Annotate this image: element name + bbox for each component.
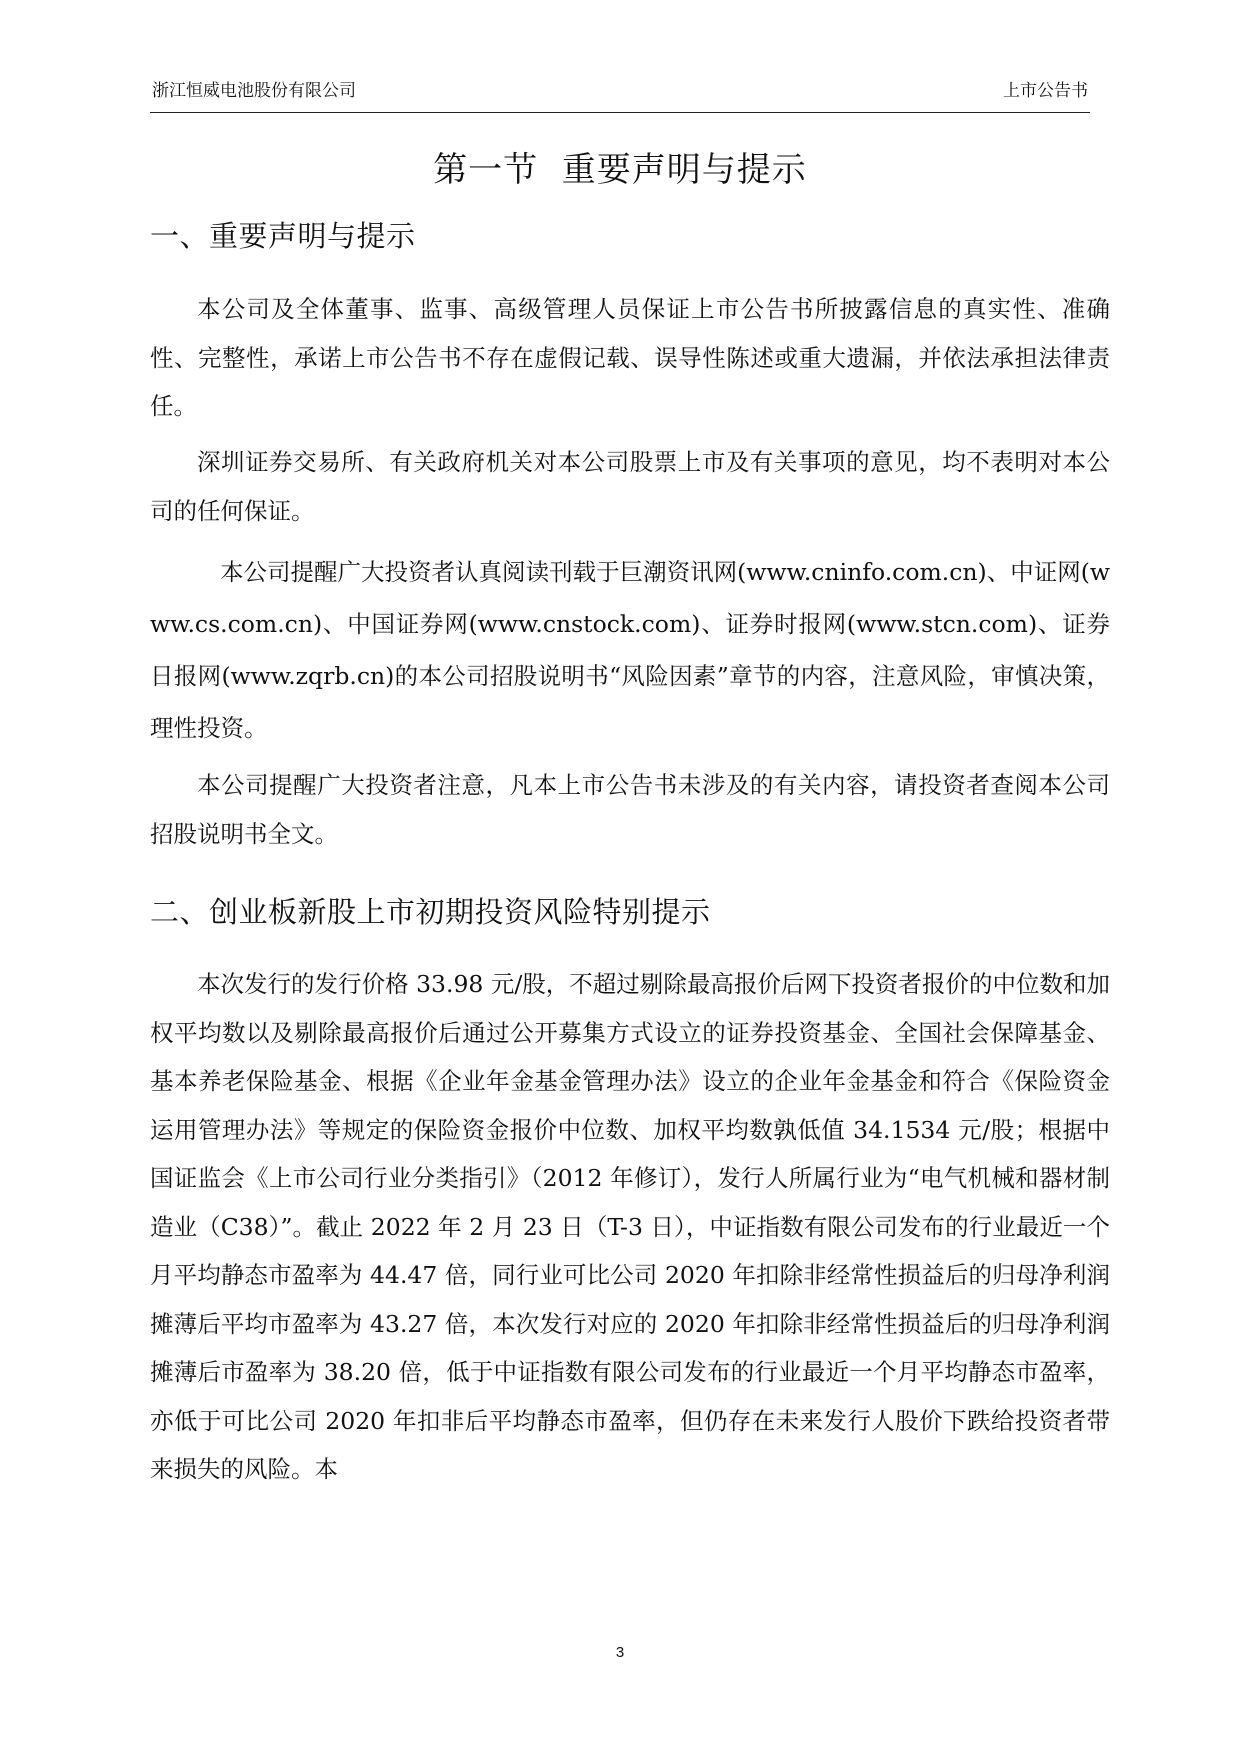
paragraph-statement-2: 深圳证券交易所、有关政府机关对本公司股票上市及有关事项的意见，均不表明对本公司的任何保证。 (150, 448, 1110, 525)
paragraph-statement-3: 本公司提醒广大投资者认真阅读刊载于巨潮资讯网(www.cninfo.com.cn)、中证网(www.cs.com.cn)、中国证券网(www.cnstock.com)、证券时报网(www.stcn.com)、证券日报网(www.zqrb.cn)的本公司招股说明书“风险因素”章节的内容，注意风险，审慎决策，理性投资。 (150, 558, 1110, 742)
header-document-type: 上市公告书 (1003, 81, 1088, 101)
header-company-name: 浙江恒威电池股份有限公司 (152, 81, 356, 101)
heading-risk-notice: 二、创业板新股上市初期投资风险特别提示 (150, 895, 711, 929)
paragraph-risk-notice: 本次发行的发行价格 33.98 元/股，不超过剔除最高报价后网下投资者报价的中位数和加权平均数以及剔除最高报价后通过公开募集方式设立的证券投资基金、全国社会保障基金、基本养老保险基金、根据《企业年金基金管理办法》设立的企业年金基金和符合《保险资金运用管理办法》等规定的保险资金报价中位数、加权平均数孰低值 34.1534 元/股；根据中国证监会《上市公司行业分类指引》（2012 年修订），发行人所属行业为“电气机械和器材制造业（C38）”。截止 2022 年 2 月 23 日（T-3 日），中证指数有限公司发布的行业最近一个月平均静态市盈率为 44.47 倍，同行业可比公司 2020 年扣除非经常性损益后的归母净利润摊薄后平均市盈率为 43.27 倍，本次发行对应的 2020 年扣除非经常性损益后的归母净利润摊薄后市盈率为 38.20 倍，低于中证指数有限公司发布的行业最近一个月平均静态市盈率，亦低于可比公司 2020 年扣非后平均静态市盈率，但仍存在未来发行人股价下跌给投资者带来损失的风险。本 (150, 970, 1110, 1483)
page-header (150, 72, 1090, 113)
page-number: 3 (615, 1644, 625, 1661)
paragraph-statement-4: 本公司提醒广大投资者注意，凡本上市公告书未涉及的有关内容，请投资者查阅本公司招股说明书全文。 (150, 771, 1110, 848)
section-title: 第一节 重要声明与提示 (433, 150, 807, 190)
heading-important-statement: 一、重要声明与提示 (150, 219, 416, 253)
paragraph-statement-1: 本公司及全体董事、监事、高级管理人员保证上市公告书所披露信息的真实性、准确性、完整性，承诺上市公告书不存在虚假记载、误导性陈述或重大遗漏，并依法承担法律责任。 (150, 295, 1110, 420)
